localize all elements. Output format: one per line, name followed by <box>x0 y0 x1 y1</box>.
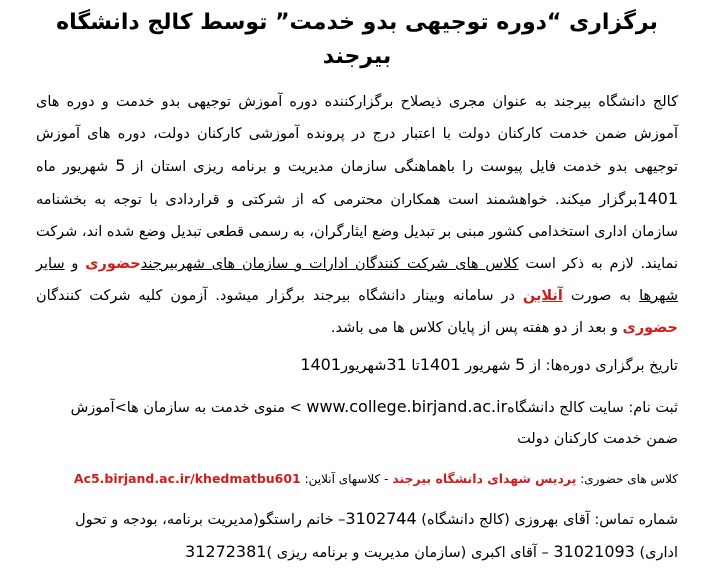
phone-planning-org: 31272381 <box>185 542 267 561</box>
online-red: آنلاین <box>522 288 563 304</box>
dates-label: تاریخ برگزاری دوره‌ها: از <box>525 358 678 374</box>
contact-label: شماره تماس: آقای بهروزی (کالج دانشگاه) <box>416 512 678 528</box>
contact-info <box>36 503 678 569</box>
dates-text-3: شهریور <box>341 358 387 374</box>
intro-paragraph <box>36 86 678 344</box>
registration-info <box>36 391 678 455</box>
dates-text-1: شهریور <box>460 358 516 374</box>
online-label: - کلاسهای آنلاین: <box>300 472 393 486</box>
online-class-link[interactable]: Ac5.birjand.ac.ir/khedmatbu601 <box>73 471 301 486</box>
and-text: و <box>64 256 86 272</box>
registration-label: ثبت نام: سایت کالج دانشگاه <box>507 400 678 416</box>
intro-text-2: شهریور ماه <box>36 159 116 175</box>
birjand-classes-underlined: کلاس های شرکت کنندگان ادارات و سازمان های شهربیرجند <box>140 256 519 272</box>
contact-text-1: – خانم راستگو(مدیریت برنامه، بودجه و تحول اداری) <box>75 512 678 561</box>
course-dates <box>36 350 678 381</box>
in-person-red-2: حضوری <box>622 320 678 336</box>
dates-start-day: 5 <box>515 355 526 374</box>
year-number: 1401 <box>637 189 678 208</box>
in-person-place: پردیس شهدای دانشگاه بیرجند <box>392 471 577 486</box>
contact-text-2: – آقای اکبری (سازمان مدیریت و برنامه ریزی ) <box>266 545 554 561</box>
dates-text-2: تا <box>406 358 420 374</box>
intro-text-5: در سامانه وبینار دانشگاه بیرجند برگزار میشود. آزمون کلیه شرکت کنندگان <box>36 288 523 304</box>
intro-text-4: به صورت <box>562 288 640 304</box>
class-locations <box>36 467 678 491</box>
page-title: برگزاری “دوره توجیهی بدو خدمت” توسط کالج دانشگاه بیرجند <box>56 10 658 69</box>
start-day-number: 5 <box>115 156 126 175</box>
registration-path: > منوی خدمت به سازمان ها>آموزش ضمن خدمت کارکنان دولت <box>70 400 678 447</box>
dates-start-year: 1401 <box>419 355 461 374</box>
in-person-label: کلاس های حضوری: <box>576 472 678 486</box>
intro-text-1: کالج دانشگاه بیرجند به عنوان مجری ذیصلاح برگزارکننده دوره آموزش توجیهی بدو خدمت و دوره های آموزش ضمن خدمت کارکنان دولت با اعتبار درج در پرونده آموزشی کارکنان دولت، دوره های آموزش توجیهی بدو خدمت فایل پیوست را باهماهنگی سازمان مدیریت و برنامه ریزی استان از <box>36 94 678 175</box>
college-website-link[interactable]: www.college.birjand.ac.ir <box>306 397 508 416</box>
dates-end-day: 31 <box>386 355 407 374</box>
intro-text-3: برگزار میکند. خواهشمند است همکاران محترمی که از شرکتی و قراردادی با توجه به بخشنامه سازمان اداری استخدامی کشور مبنی بر تبدیل وضع ایثارگران، به رسمی قطعی تبدیل وضع شده اند، شرکت نمایند. لازم به ذکر است <box>36 192 678 272</box>
intro-text-6: و بعد از دو هفته پس از پایان کلاس ها می باشد. <box>330 320 623 336</box>
phone-college: 3102744 <box>345 509 417 528</box>
other-cities-underlined: سایر شهرها <box>36 256 678 304</box>
phone-budget-office: 31021093 <box>553 542 635 561</box>
dates-end-year: 1401 <box>300 355 342 374</box>
in-person-red-1: حضوری <box>85 256 141 272</box>
